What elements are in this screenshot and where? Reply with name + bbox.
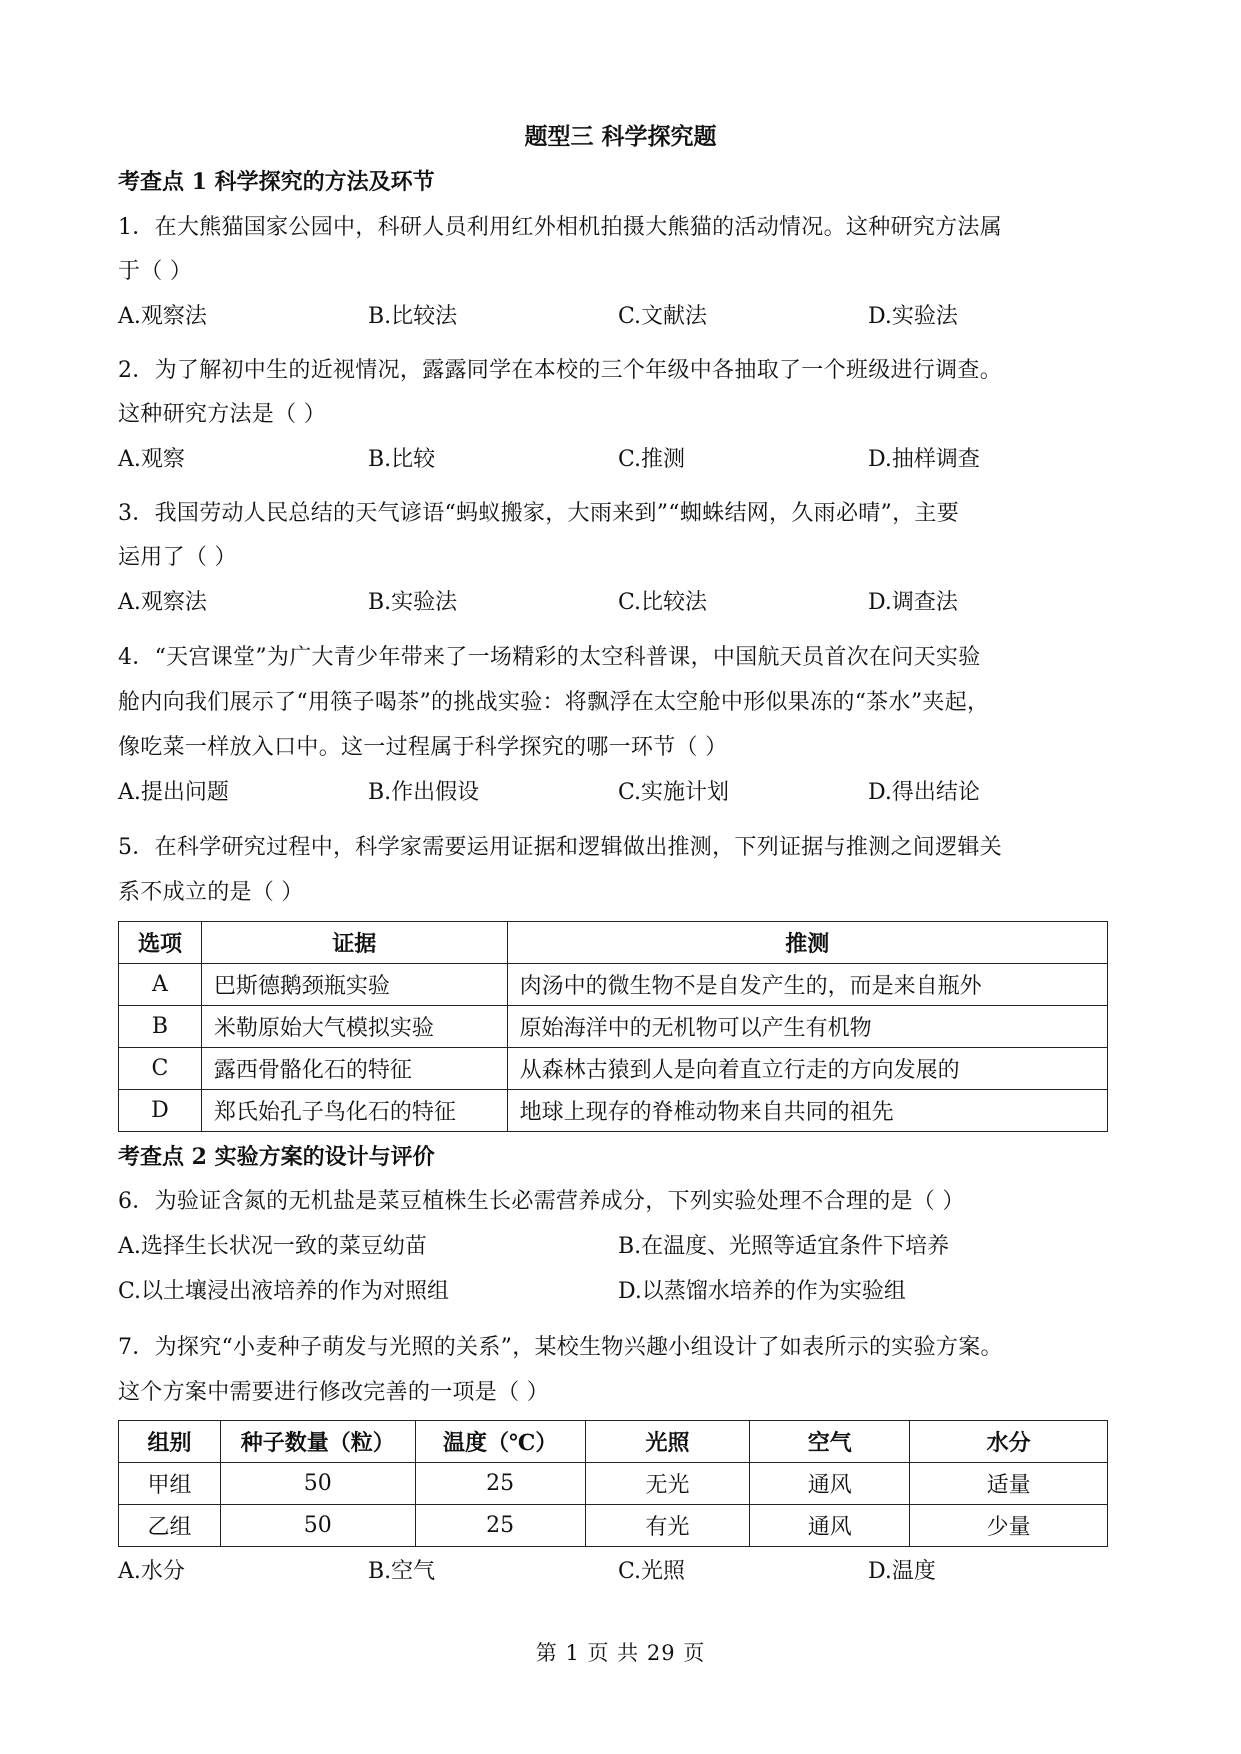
section-heading-1: 考查点 1 科学探究的方法及环节 — [118, 169, 435, 195]
question-6-option-d: D.以蒸馏水培养的作为实验组 — [618, 1279, 906, 1304]
question-6-option-a: A.选择生长状况一致的菜豆幼苗 — [118, 1234, 427, 1259]
question-7-line-2: 这个方案中需要进行修改完善的一项是（ ） — [118, 1380, 549, 1405]
question-2-option-a: A.观察 — [118, 447, 185, 472]
table-cell: 肉汤中的微生物不是自发产生的，而是来自瓶外 — [507, 964, 1107, 1006]
table-cell: 通风 — [750, 1505, 910, 1547]
table-cell: 少量 — [910, 1505, 1108, 1547]
question-6-line-1: 6．为验证含氮的无机盐是菜豆植株生长必需营养成分，下列实验处理不合理的是（ ） — [118, 1189, 965, 1214]
question-2-line-2: 这种研究方法是（ ） — [118, 402, 326, 427]
table-cell: D — [119, 1090, 202, 1132]
table-header-cell: 空气 — [750, 1421, 910, 1463]
table-cell: 巴斯德鹅颈瓶实验 — [201, 964, 507, 1006]
table-cell: C — [119, 1048, 202, 1090]
table-cell: 甲组 — [119, 1463, 221, 1505]
question-7-option-c: C.光照 — [618, 1559, 686, 1584]
question-5-line-2: 系不成立的是（ ） — [118, 880, 304, 905]
page-title: 题型三 科学探究题 — [524, 123, 717, 150]
question-7-line-1: 7．为探究“小麦种子萌发与光照的关系”，某校生物兴趣小组设计了如表所示的实验方案。 — [118, 1335, 1003, 1360]
table-cell: B — [119, 1006, 202, 1048]
page-footer: 第 1 页 共 29 页 — [535, 1641, 706, 1665]
table-header-cell: 推测 — [507, 922, 1107, 964]
table-row — [119, 1463, 1108, 1505]
table-cell: 50 — [220, 1505, 415, 1547]
question-1-line-2: 于（ ） — [118, 259, 193, 284]
table-cell: 乙组 — [119, 1505, 221, 1547]
table-cell: 50 — [220, 1463, 415, 1505]
table-cell: A — [119, 964, 202, 1006]
question-5-line-1: 5．在科学研究过程中，科学家需要运用证据和逻辑做出推测，下列证据与推测之间逻辑关 — [118, 835, 1002, 860]
question-2-line-1: 2．为了解初中生的近视情况，露露同学在本校的三个年级中各抽取了一个班级进行调查。 — [118, 358, 1002, 383]
table-header-cell: 证据 — [201, 922, 507, 964]
table-header-cell: 组别 — [119, 1421, 221, 1463]
question-3-option-d: D.调查法 — [868, 590, 958, 615]
question-3-line-1: 3．我国劳动人民总结的天气谚语“蚂蚁搬家，大雨来到”“蜘蛛结网，久雨必晴”，主要 — [118, 501, 959, 526]
table-row — [119, 1048, 1108, 1090]
question-4-line-2: 舱内向我们展示了“用筷子喝茶”的挑战实验：将飘浮在太空舱中形似果冻的“茶水”夹起， — [118, 690, 990, 715]
question-2-option-c: C.推测 — [618, 447, 686, 472]
table-header-row — [119, 922, 1108, 964]
table-cell: 米勒原始大气模拟实验 — [201, 1006, 507, 1048]
question-4-option-d: D.得出结论 — [868, 780, 980, 805]
question-2-option-d: D.抽样调查 — [868, 447, 980, 472]
question-4-option-b: B.作出假设 — [368, 780, 480, 805]
table-cell: 从森林古猿到人是向着直立行走的方向发展的 — [507, 1048, 1107, 1090]
question-7-option-d: D.温度 — [868, 1559, 936, 1584]
table-cell: 郑氏始孔子鸟化石的特征 — [201, 1090, 507, 1132]
question-6-option-b: B.在温度、光照等适宜条件下培养 — [618, 1234, 950, 1259]
table-cell: 适量 — [910, 1463, 1108, 1505]
table-cell: 25 — [415, 1463, 585, 1505]
table-cell: 通风 — [750, 1463, 910, 1505]
table-header-row — [119, 1421, 1108, 1463]
question-3-line-2: 运用了（ ） — [118, 545, 237, 570]
question-7-option-a: A.水分 — [118, 1559, 185, 1584]
table-cell: 无光 — [585, 1463, 750, 1505]
table-cell: 原始海洋中的无机物可以产生有机物 — [507, 1006, 1107, 1048]
question-4-option-c: C.实施计划 — [618, 780, 730, 805]
question-1-option-d: D.实验法 — [868, 304, 958, 329]
table-header-cell: 水分 — [910, 1421, 1108, 1463]
table-header-cell: 选项 — [119, 922, 202, 964]
table-cell: 25 — [415, 1505, 585, 1547]
experiment-plan-table — [118, 1420, 1108, 1547]
evidence-inference-table — [118, 921, 1108, 1132]
question-1-option-a: A.观察法 — [118, 304, 207, 329]
table-cell: 有光 — [585, 1505, 750, 1547]
question-7-option-b: B.空气 — [368, 1559, 436, 1584]
table-header-cell: 光照 — [585, 1421, 750, 1463]
question-4-option-a: A.提出问题 — [118, 780, 229, 805]
question-2-option-b: B.比较 — [368, 447, 436, 472]
section-heading-2: 考查点 2 实验方案的设计与评价 — [118, 1144, 435, 1170]
question-1-option-b: B.比较法 — [368, 304, 458, 329]
table-cell: 地球上现存的脊椎动物来自共同的祖先 — [507, 1090, 1107, 1132]
question-4-line-3: 像吃菜一样放入口中。这一过程属于科学探究的哪一环节（ ） — [118, 735, 728, 760]
table-header-cell: 种子数量（粒） — [220, 1421, 415, 1463]
question-1-line-1: 1．在大熊猫国家公园中，科研人员利用红外相机拍摄大熊猫的活动情况。这种研究方法属 — [118, 215, 1002, 240]
question-3-option-c: C.比较法 — [618, 590, 708, 615]
question-1-option-c: C.文献法 — [618, 304, 708, 329]
table-header-cell: 温度（℃） — [415, 1421, 585, 1463]
table-row — [119, 1505, 1108, 1547]
table-row — [119, 964, 1108, 1006]
question-6-option-c: C.以土壤浸出液培养的作为对照组 — [118, 1279, 450, 1304]
question-4-line-1: 4．“天宫课堂”为广大青少年带来了一场精彩的太空科普课，中国航天员首次在问天实验 — [118, 645, 981, 670]
table-row — [119, 1006, 1108, 1048]
question-3-option-a: A.观察法 — [118, 590, 207, 615]
question-3-option-b: B.实验法 — [368, 590, 458, 615]
table-cell: 露西骨骼化石的特征 — [201, 1048, 507, 1090]
table-row — [119, 1090, 1108, 1132]
